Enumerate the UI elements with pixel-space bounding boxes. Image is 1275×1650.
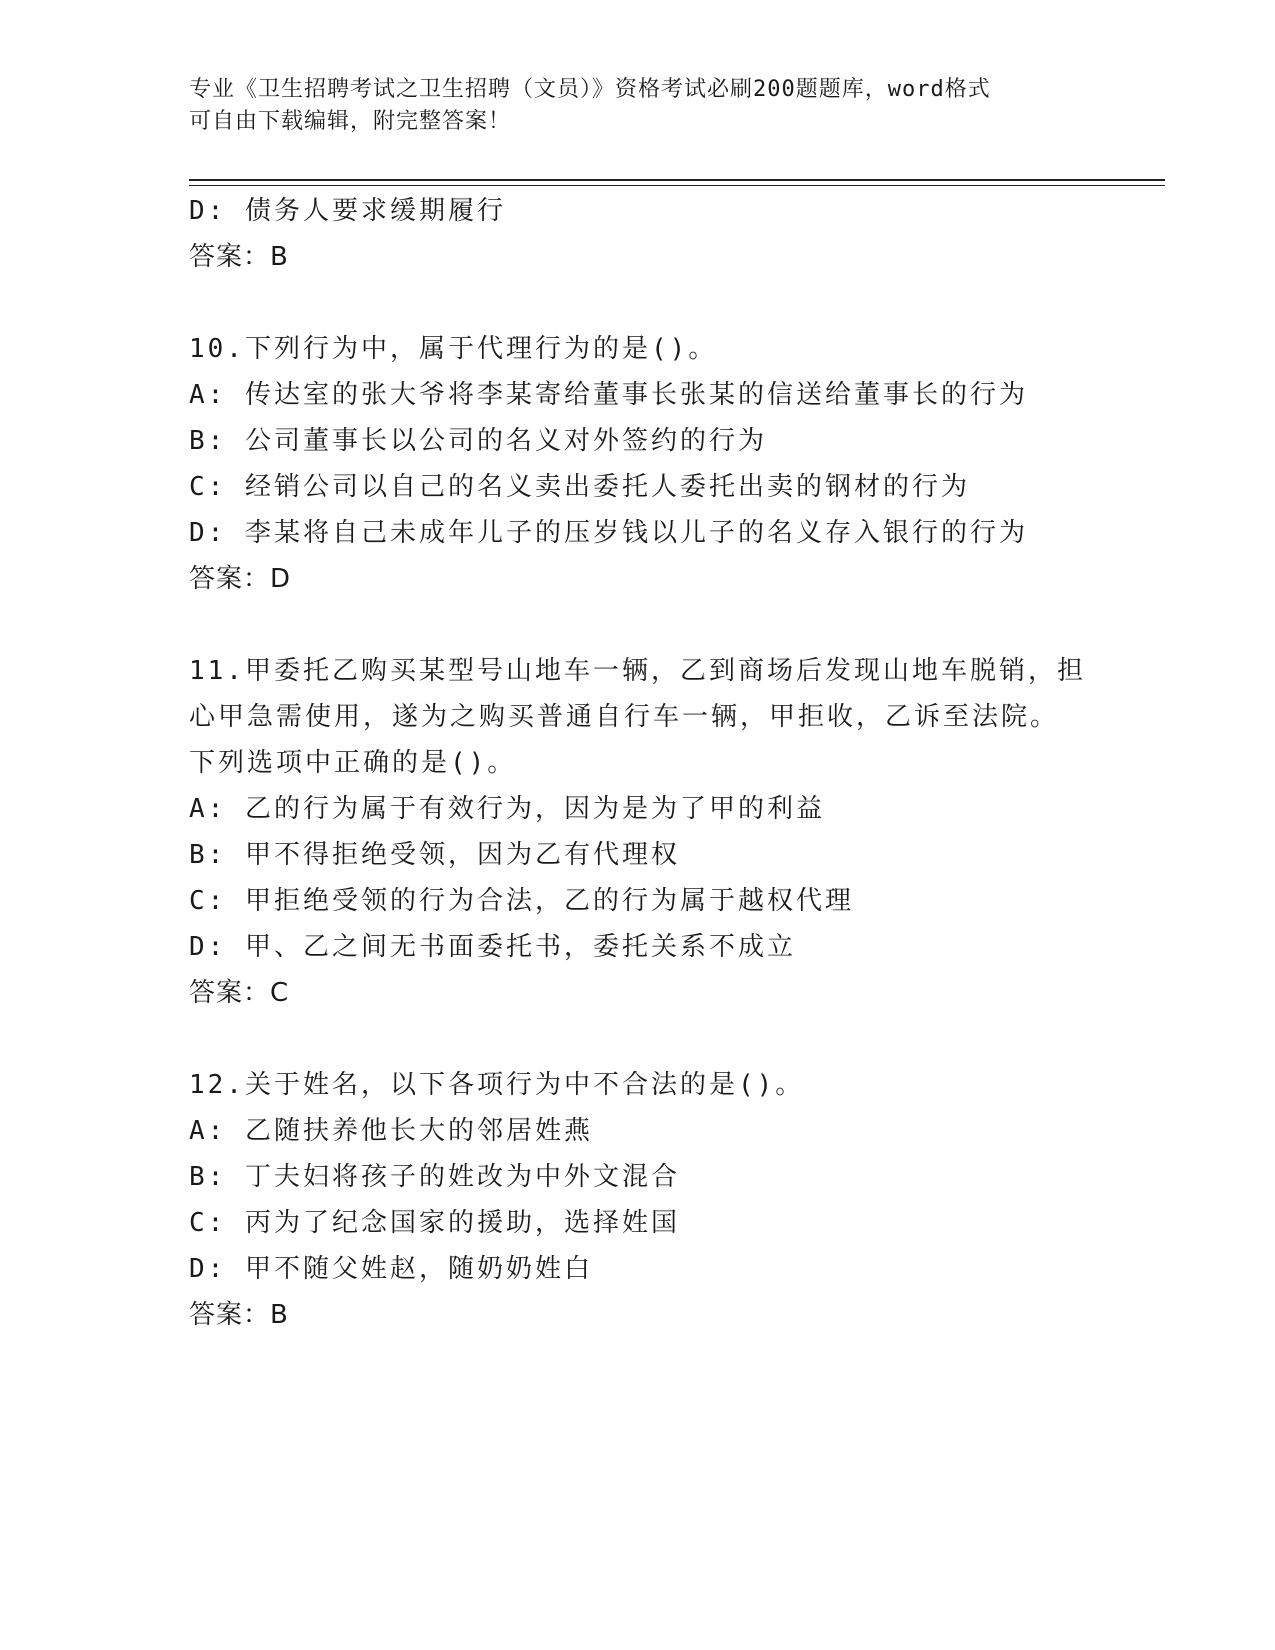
- option-b: B: 公司董事长以公司的名义对外签约的行为: [189, 426, 767, 456]
- question-stem: 10.下列行为中，属于代理行为的是()。: [189, 334, 718, 364]
- option-b: B: 甲不得拒绝受领，因为乙有代理权: [189, 840, 680, 870]
- option-c: C: 经销公司以自己的名义卖出委托人委托出卖的钢材的行为: [189, 472, 970, 502]
- option-d: D: 李某将自己未成年儿子的压岁钱以儿子的名义存入银行的行为: [189, 518, 1028, 548]
- question-block-11: [189, 648, 1119, 1016]
- answer-line: 答案：D: [189, 564, 292, 594]
- option-a: A: 乙随扶养他长大的邻居姓燕: [189, 1116, 593, 1146]
- option-a: A: 传达室的张大爷将李某寄给董事长张某的信送给董事长的行为: [189, 380, 1028, 410]
- header-line-1: 专业《卫生招聘考试之卫生招聘（文员）》资格考试必刷200题题库，word格式: [189, 77, 991, 102]
- question-stem: 12.关于姓名，以下各项行为中不合法的是()。: [189, 1070, 805, 1100]
- header-line-2: 可自由下载编辑，附完整答案！: [189, 109, 512, 134]
- option-c: C: 丙为了纪念国家的援助，选择姓国: [189, 1208, 680, 1238]
- answer-line: 答案：B: [189, 1300, 289, 1330]
- option-c: C: 甲拒绝受领的行为合法，乙的行为属于越权代理: [189, 886, 854, 916]
- question-block-12: [189, 1062, 1119, 1338]
- spacer: [189, 280, 1119, 326]
- option-d: D: 甲、乙之间无书面委托书，委托关系不成立: [189, 932, 796, 962]
- answer-line: 答案：C: [189, 978, 290, 1008]
- option-a: A: 乙的行为属于有效行为，因为是为了甲的利益: [189, 794, 825, 824]
- question-stem-line-1: 11.甲委托乙购买某型号山地车一辆，乙到商场后发现山地车脱销，担: [189, 656, 1086, 686]
- answer-line: 答案：B: [189, 242, 289, 272]
- option-d: D: 甲不随父姓赵，随奶奶姓白: [189, 1254, 593, 1284]
- header-divider-thick: [189, 179, 1165, 181]
- question-block-10: [189, 326, 1119, 602]
- question-block-prev: [189, 188, 1119, 280]
- spacer: [189, 602, 1119, 648]
- question-stem-line-3: 下列选项中正确的是()。: [189, 748, 517, 778]
- option-b: B: 丁夫妇将孩子的姓改为中外文混合: [189, 1162, 680, 1192]
- question-stem-line-2: 心甲急需使用，遂为之购买普通自行车一辆，甲拒收，乙诉至法院。: [189, 702, 1060, 732]
- header-divider-thin: [189, 185, 1165, 186]
- question-content: [189, 188, 1119, 1338]
- spacer: [189, 1016, 1119, 1062]
- option-d: D: 债务人要求缓期履行: [189, 196, 506, 226]
- document-header: [189, 74, 1069, 138]
